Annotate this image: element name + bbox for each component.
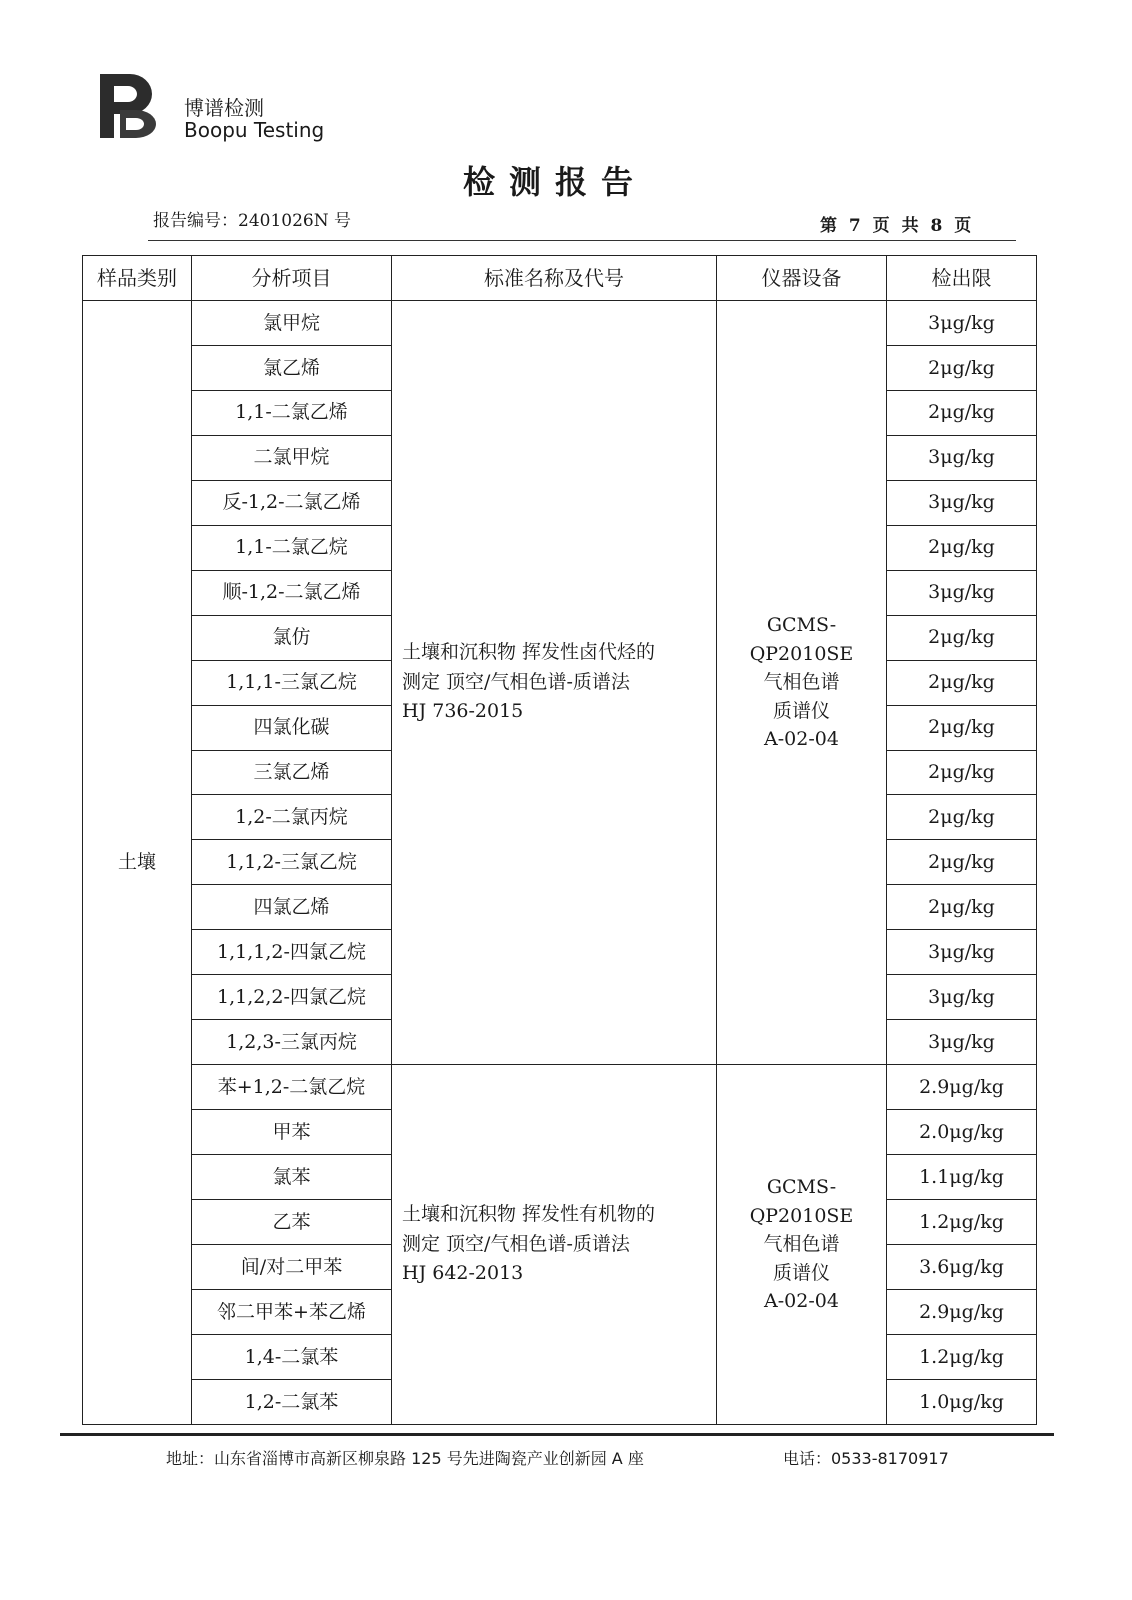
analysis-item-cell: 氯苯 xyxy=(192,1155,392,1200)
boopu-logo-icon xyxy=(96,70,158,142)
detection-limit-cell: 2μg/kg xyxy=(887,795,1037,840)
column-header-standard: 标准名称及代号 xyxy=(392,256,717,301)
results-table xyxy=(82,255,1037,1425)
analysis-item-cell: 1,1-二氯乙烷 xyxy=(192,525,392,570)
table-row xyxy=(83,301,1037,346)
detection-limit-cell: 1.0μg/kg xyxy=(887,1379,1037,1424)
detection-limit-cell: 3μg/kg xyxy=(887,1020,1037,1065)
instrument-line: GCMS- xyxy=(766,614,837,637)
detection-limit-cell: 3μg/kg xyxy=(887,930,1037,975)
analysis-item-cell: 三氯乙烯 xyxy=(192,750,392,795)
detection-limit-cell: 1.2μg/kg xyxy=(887,1200,1037,1245)
instrument-line: A-02-04 xyxy=(764,728,839,751)
footer-phone: 电话：0533-8170917 xyxy=(783,1449,949,1468)
detection-limit-cell: 1.2μg/kg xyxy=(887,1334,1037,1379)
analysis-item-cell: 氯仿 xyxy=(192,615,392,660)
analysis-item-cell: 乙苯 xyxy=(192,1200,392,1245)
detection-limit-cell: 3.6μg/kg xyxy=(887,1245,1037,1290)
analysis-item-cell: 甲苯 xyxy=(192,1110,392,1155)
detection-limit-cell: 2.9μg/kg xyxy=(887,1065,1037,1110)
instrument-line: 质谱仪 xyxy=(772,699,830,722)
detection-limit-cell: 3μg/kg xyxy=(887,480,1037,525)
analysis-item-cell: 苯+1,2-二氯乙烷 xyxy=(192,1065,392,1110)
detection-limit-cell: 2μg/kg xyxy=(887,345,1037,390)
table-row xyxy=(83,1065,1037,1110)
instrument-line: 气相色谱 xyxy=(763,1233,840,1256)
analysis-item-cell: 1,1,1-三氯乙烷 xyxy=(192,660,392,705)
analysis-item-cell: 氯乙烯 xyxy=(192,345,392,390)
analysis-item-cell: 1,1-二氯乙烯 xyxy=(192,390,392,435)
table-header-row xyxy=(83,256,1037,301)
detection-limit-cell: 2μg/kg xyxy=(887,885,1037,930)
header-divider xyxy=(148,240,1016,241)
standard-line: 土壤和沉积物 挥发性有机物的 xyxy=(402,1203,656,1226)
standard-line: 测定 顶空/气相色谱-质谱法 xyxy=(402,1232,630,1255)
column-header-detection-limit: 检出限 xyxy=(887,256,1037,301)
detection-limit-cell: 2μg/kg xyxy=(887,705,1037,750)
standard-line: 测定 顶空/气相色谱-质谱法 xyxy=(402,670,630,693)
table-body xyxy=(83,301,1037,1425)
analysis-item-cell: 二氯甲烷 xyxy=(192,435,392,480)
detection-limit-cell: 3μg/kg xyxy=(887,570,1037,615)
instrument-line: A-02-04 xyxy=(764,1290,839,1313)
column-header-item: 分析项目 xyxy=(192,256,392,301)
detection-limit-cell: 2.0μg/kg xyxy=(887,1110,1037,1155)
instrument-line: 气相色谱 xyxy=(763,671,840,694)
instrument-cell xyxy=(717,301,887,1065)
brand-name-en: Boopu Testing xyxy=(184,118,325,142)
instrument-line: QP2010SE xyxy=(749,642,854,665)
analysis-item-cell: 邻二甲苯+苯乙烯 xyxy=(192,1289,392,1334)
column-header-sample-type: 样品类别 xyxy=(83,256,192,301)
analysis-item-cell: 反-1,2-二氯乙烯 xyxy=(192,480,392,525)
detection-limit-cell: 2μg/kg xyxy=(887,390,1037,435)
footer-divider xyxy=(60,1433,1054,1436)
brand-name-cn: 博谱检测 xyxy=(184,96,264,120)
detection-limit-cell: 2μg/kg xyxy=(887,840,1037,885)
instrument-line: 质谱仪 xyxy=(772,1261,830,1284)
detection-limit-cell: 3μg/kg xyxy=(887,975,1037,1020)
analysis-item-cell: 四氯化碳 xyxy=(192,705,392,750)
detection-limit-cell: 3μg/kg xyxy=(887,301,1037,346)
analysis-item-cell: 1,1,2,2-四氯乙烷 xyxy=(192,975,392,1020)
instrument-line: QP2010SE xyxy=(749,1204,854,1227)
detection-limit-cell: 2μg/kg xyxy=(887,615,1037,660)
standard-line: HJ 736-2015 xyxy=(402,700,524,723)
analysis-item-cell: 间/对二甲苯 xyxy=(192,1245,392,1290)
analysis-item-cell: 顺-1,2-二氯乙烯 xyxy=(192,570,392,615)
report-number: 报告编号：2401026N 号 xyxy=(153,211,351,231)
analysis-item-cell: 1,1,1,2-四氯乙烷 xyxy=(192,930,392,975)
detection-limit-cell: 1.1μg/kg xyxy=(887,1155,1037,1200)
standard-line: 土壤和沉积物 挥发性卤代烃的 xyxy=(402,641,656,664)
analysis-item-cell: 1,1,2-三氯乙烷 xyxy=(192,840,392,885)
page-indicator: 第 7 页 共 8 页 xyxy=(820,216,972,236)
analysis-item-cell: 1,2,3-三氯丙烷 xyxy=(192,1020,392,1065)
analysis-item-cell: 1,2-二氯丙烷 xyxy=(192,795,392,840)
analysis-item-cell: 氯甲烷 xyxy=(192,301,392,346)
detection-limit-cell: 2μg/kg xyxy=(887,525,1037,570)
detection-limit-cell: 2μg/kg xyxy=(887,660,1037,705)
analysis-item-cell: 1,4-二氯苯 xyxy=(192,1334,392,1379)
detection-limit-cell: 2μg/kg xyxy=(887,750,1037,795)
detection-limit-cell: 3μg/kg xyxy=(887,435,1037,480)
sample-type-cell: 土壤 xyxy=(83,301,192,1425)
analysis-item-cell: 1,2-二氯苯 xyxy=(192,1379,392,1424)
detection-limit-cell: 2.9μg/kg xyxy=(887,1289,1037,1334)
standard-line: HJ 642-2013 xyxy=(402,1262,524,1285)
instrument-cell xyxy=(717,1065,887,1425)
standard-cell xyxy=(392,301,717,1065)
page-title: 检测报告 xyxy=(462,163,647,201)
analysis-item-cell: 四氯乙烯 xyxy=(192,885,392,930)
column-header-instrument: 仪器设备 xyxy=(717,256,887,301)
standard-cell xyxy=(392,1065,717,1425)
footer-address: 地址：山东省淄博市高新区柳泉路 125 号先进陶瓷产业创新园 A 座 xyxy=(166,1449,644,1468)
instrument-line: GCMS- xyxy=(766,1176,837,1199)
